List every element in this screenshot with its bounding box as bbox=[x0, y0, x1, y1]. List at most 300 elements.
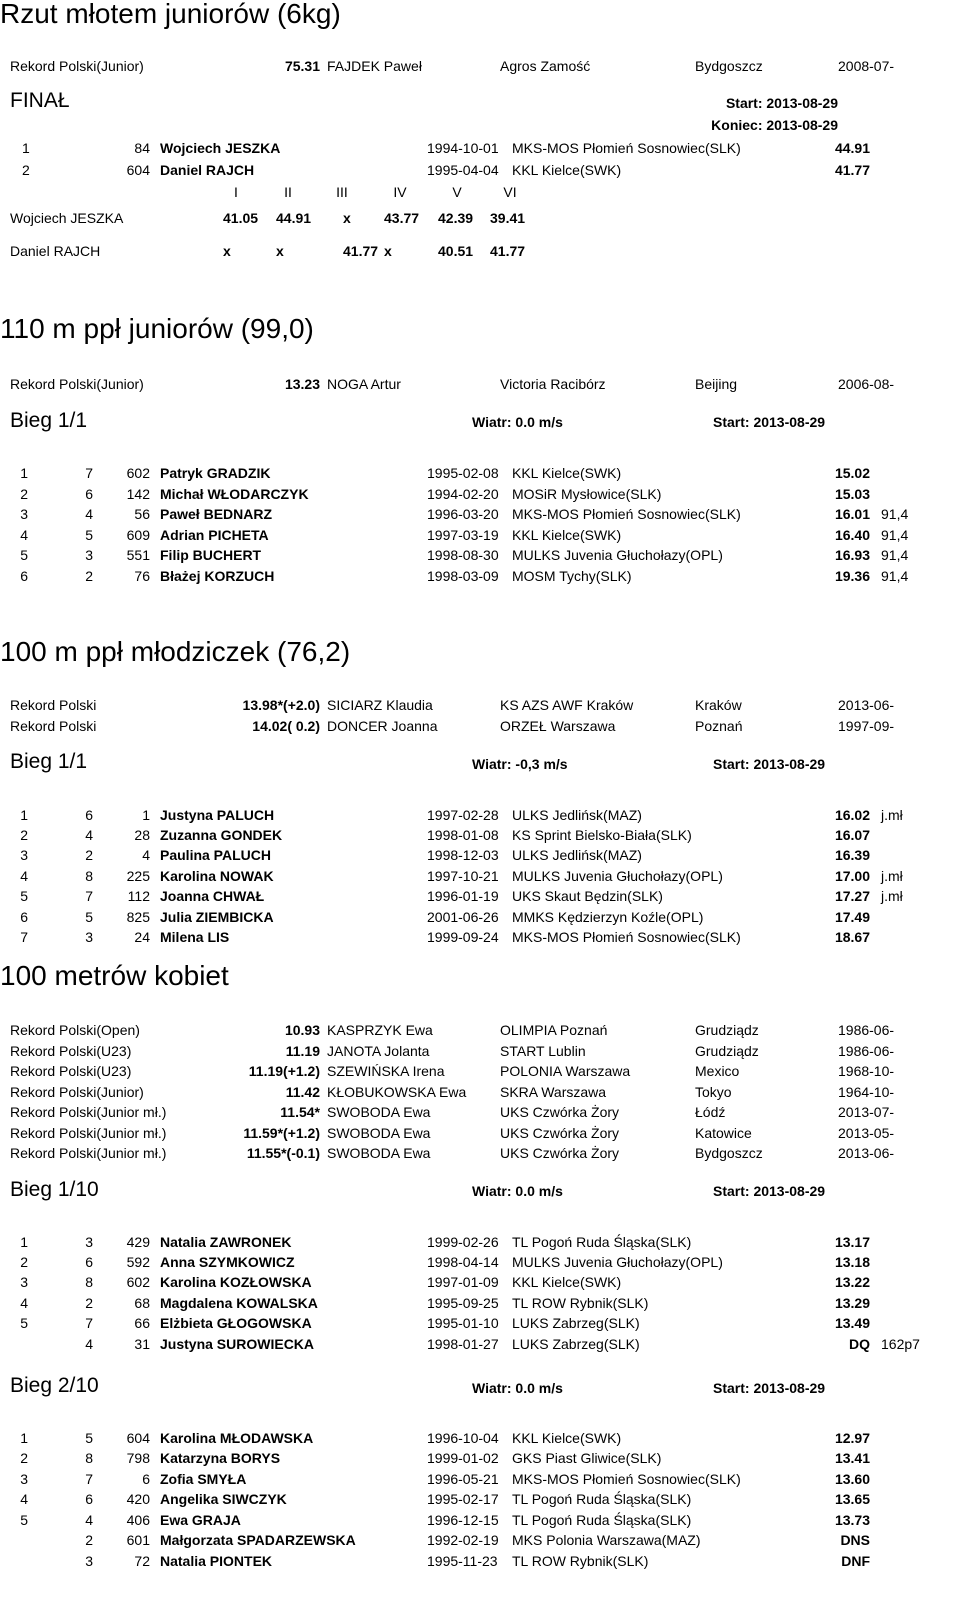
athlete-name: Patryk GRADZIK bbox=[160, 465, 271, 481]
bib-cell: 66 bbox=[134, 1315, 150, 1331]
record-place: Poznań bbox=[695, 718, 743, 734]
athlete-name: Karolina MŁODAWSKA bbox=[160, 1430, 314, 1446]
place-cell: 4 bbox=[20, 868, 28, 884]
athlete-name: Justyna SUROWIECKA bbox=[160, 1336, 315, 1352]
athlete-name: Błażej KORZUCH bbox=[160, 568, 275, 584]
final-label: FINAŁ bbox=[10, 89, 70, 112]
attempt-value: x bbox=[343, 210, 351, 226]
birth-date: 1995-02-08 bbox=[427, 465, 499, 481]
lane-cell: 8 bbox=[85, 1450, 93, 1466]
note-cell: j.mł bbox=[881, 868, 903, 884]
club-name: MKS-MOS Płomień Sosnowiec(SLK) bbox=[512, 929, 741, 945]
record-holder: FAJDEK Paweł bbox=[327, 58, 422, 74]
birth-date: 1996-05-21 bbox=[427, 1471, 499, 1487]
record-date: 1997-09- bbox=[838, 718, 895, 734]
club-name: MKS Polonia Warszawa(MAZ) bbox=[512, 1532, 701, 1548]
end-time: Koniec: 2013-08-29 bbox=[711, 117, 838, 133]
lane-cell: 4 bbox=[85, 506, 93, 522]
attempt-header: VI bbox=[503, 184, 517, 200]
club-name: MKS-MOS Płomień Sosnowiec(SLK) bbox=[512, 1471, 741, 1487]
birth-date: 1996-12-15 bbox=[427, 1512, 499, 1528]
bib-cell: 604 bbox=[126, 1430, 150, 1446]
birth-date: 1998-08-30 bbox=[427, 547, 499, 563]
place-cell: 2 bbox=[22, 162, 30, 178]
birth-date: 1995-11-23 bbox=[427, 1553, 498, 1569]
place-cell: 1 bbox=[20, 1430, 28, 1446]
note-cell: j.mł bbox=[881, 888, 903, 904]
record-label: Rekord Polski(Junior) bbox=[10, 1084, 144, 1100]
birth-date: 1999-01-02 bbox=[427, 1450, 499, 1466]
record-club: ORZEŁ Warszawa bbox=[500, 718, 616, 734]
birth-date: 1997-03-19 bbox=[427, 527, 499, 543]
record-date: 2013-06- bbox=[838, 697, 895, 713]
club-name: ULKS Jedlińsk(MAZ) bbox=[512, 847, 642, 863]
club-name: ULKS Jedlińsk(MAZ) bbox=[512, 807, 642, 823]
place-cell: 5 bbox=[20, 1512, 28, 1528]
lane-cell: 7 bbox=[85, 465, 93, 481]
record-result: 11.19 bbox=[285, 1043, 320, 1059]
lane-cell: 8 bbox=[85, 868, 93, 884]
bib-cell: 68 bbox=[134, 1295, 150, 1311]
record-club: KS AZS AWF Kraków bbox=[500, 697, 634, 713]
record-holder: SICIARZ Klaudia bbox=[327, 697, 433, 713]
lane-cell: 7 bbox=[85, 1471, 93, 1487]
record-label: Rekord Polski(U23) bbox=[10, 1043, 132, 1059]
club-name: KKL Kielce(SWK) bbox=[512, 1274, 622, 1290]
attempt-value: 41.77 bbox=[490, 243, 526, 259]
record-label: Rekord Polski bbox=[10, 697, 97, 713]
result-cell: 13.49 bbox=[834, 1315, 870, 1331]
bib-cell: 225 bbox=[126, 868, 150, 884]
result-cell: 13.22 bbox=[834, 1274, 870, 1290]
birth-date: 1992-02-19 bbox=[427, 1532, 499, 1548]
heat-label: Bieg 1/1 bbox=[10, 409, 88, 432]
athlete-name: Paweł BEDNARZ bbox=[160, 506, 273, 522]
record-place: Grudziądz bbox=[695, 1022, 759, 1038]
attempt-value: 44.91 bbox=[276, 210, 312, 226]
attempt-value: 42.39 bbox=[438, 210, 474, 226]
place-cell: 1 bbox=[20, 1234, 28, 1250]
section-title-hammer: Rzut młotem juniorów (6kg) bbox=[0, 0, 341, 29]
bib-cell: 76 bbox=[134, 568, 150, 584]
athlete-name: Katarzyna BORYS bbox=[160, 1450, 281, 1466]
attempt-header: III bbox=[336, 184, 348, 200]
wind-info: Wiatr: 0.0 m/s bbox=[472, 1380, 563, 1396]
start-time: Start: 2013-08-29 bbox=[725, 95, 838, 111]
bib-cell: 592 bbox=[126, 1254, 150, 1270]
place-cell: 1 bbox=[20, 807, 28, 823]
birth-date: 1998-01-27 bbox=[427, 1336, 499, 1352]
bib-cell: 429 bbox=[126, 1234, 150, 1250]
attempt-value: x bbox=[276, 243, 284, 259]
record-label: Rekord Polski(Junior) bbox=[10, 376, 144, 392]
athlete-name: Filip BUCHERT bbox=[160, 547, 262, 563]
attempt-value: 41.77 bbox=[343, 243, 379, 259]
result-cell: 13.41 bbox=[834, 1450, 870, 1466]
bib-cell: 31 bbox=[134, 1336, 150, 1352]
record-holder: NOGA Artur bbox=[327, 376, 401, 392]
birth-date: 1998-01-08 bbox=[427, 827, 499, 843]
athlete-name: Adrian PICHETA bbox=[160, 527, 269, 543]
record-result: 11.19(+1.2) bbox=[248, 1063, 320, 1079]
result-cell: 15.03 bbox=[834, 486, 870, 502]
birth-date: 1998-04-14 bbox=[427, 1254, 499, 1270]
lane-cell: 5 bbox=[85, 527, 93, 543]
result-cell: 17.00 bbox=[834, 868, 870, 884]
place-cell: 1 bbox=[22, 140, 30, 156]
lane-cell: 3 bbox=[85, 929, 93, 945]
record-place: Bydgoszcz bbox=[695, 1145, 763, 1161]
bib-cell: 28 bbox=[134, 827, 150, 843]
result-cell: 12.97 bbox=[834, 1430, 870, 1446]
bib-cell: 4 bbox=[142, 847, 150, 863]
result-cell: DNF bbox=[841, 1553, 870, 1569]
lane-cell: 2 bbox=[85, 1532, 93, 1548]
athlete-name: Michał WŁODARCZYK bbox=[160, 486, 309, 502]
club-name: MMKS Kędzierzyn Koźle(OPL) bbox=[512, 909, 704, 925]
record-club: OLIMPIA Poznań bbox=[500, 1022, 608, 1038]
section-title-110h: 110 m ppł juniorów (99,0) bbox=[0, 313, 314, 344]
record-result: 11.42 bbox=[285, 1084, 320, 1100]
bib-cell: 420 bbox=[126, 1491, 150, 1507]
record-place: Beijing bbox=[695, 376, 738, 392]
attempt-value: 40.51 bbox=[438, 243, 474, 259]
bib-cell: 602 bbox=[126, 1274, 150, 1290]
club-name: MULKS Juvenia Głuchołazy(OPL) bbox=[512, 547, 723, 563]
athlete-name: Karolina NOWAK bbox=[160, 868, 274, 884]
club-name: TL ROW Rybnik(SLK) bbox=[512, 1553, 649, 1569]
birth-date: 1999-02-26 bbox=[427, 1234, 499, 1250]
record-place: Mexico bbox=[695, 1063, 740, 1079]
bib-cell: 72 bbox=[134, 1553, 150, 1569]
bib-cell: 24 bbox=[134, 929, 150, 945]
birth-date: 1998-12-03 bbox=[427, 847, 499, 863]
bib-cell: 406 bbox=[126, 1512, 150, 1528]
birth-date: 1996-10-04 bbox=[427, 1430, 499, 1446]
record-date: 2013-07- bbox=[838, 1104, 895, 1120]
birth-date: 1995-04-04 bbox=[427, 162, 499, 178]
bib-cell: 602 bbox=[126, 465, 150, 481]
record-result: 75.31 bbox=[284, 58, 320, 74]
result-cell: 13.60 bbox=[834, 1471, 870, 1487]
record-place: Katowice bbox=[695, 1125, 752, 1141]
lane-cell: 3 bbox=[85, 1234, 93, 1250]
club-name: KKL Kielce(SWK) bbox=[512, 465, 622, 481]
attempt-header: II bbox=[284, 184, 292, 200]
result-cell: 44.91 bbox=[834, 140, 870, 156]
result-cell: 41.77 bbox=[834, 162, 870, 178]
place-cell: 5 bbox=[20, 547, 28, 563]
birth-date: 1995-01-10 bbox=[427, 1315, 499, 1331]
lane-cell: 3 bbox=[85, 1553, 93, 1569]
club-name: KS Sprint Bielsko-Biała(SLK) bbox=[512, 827, 692, 843]
place-cell: 2 bbox=[20, 827, 28, 843]
place-cell: 3 bbox=[20, 1471, 28, 1487]
record-date: 1968-10- bbox=[838, 1063, 895, 1079]
record-holder: JANOTA Jolanta bbox=[327, 1043, 430, 1059]
birth-date: 1996-03-20 bbox=[427, 506, 499, 522]
attempt-value: x bbox=[223, 243, 231, 259]
result-cell: DQ bbox=[849, 1336, 870, 1352]
athlete-name: Joanna CHWAŁ bbox=[160, 888, 265, 904]
record-place: Grudziądz bbox=[695, 1043, 759, 1059]
attempt-athlete: Wojciech JESZKA bbox=[10, 210, 124, 226]
result-cell: 17.27 bbox=[834, 888, 870, 904]
place-cell: 6 bbox=[20, 909, 28, 925]
club-name: MULKS Juvenia Głuchołazy(OPL) bbox=[512, 1254, 723, 1270]
note-cell: j.mł bbox=[881, 807, 903, 823]
record-place: Tokyo bbox=[695, 1084, 732, 1100]
birth-date: 1995-09-25 bbox=[427, 1295, 499, 1311]
athlete-name: Wojciech JESZKA bbox=[160, 140, 281, 156]
athlete-name: Elżbieta GŁOGOWSKA bbox=[160, 1315, 312, 1331]
bib-cell: 142 bbox=[126, 486, 150, 502]
note-cell: 91,4 bbox=[881, 506, 909, 522]
place-cell: 7 bbox=[20, 929, 28, 945]
bib-cell: 112 bbox=[127, 888, 150, 904]
athlete-name: Natalia ZAWRONEK bbox=[160, 1234, 292, 1250]
place-cell: 4 bbox=[20, 527, 28, 543]
bib-cell: 604 bbox=[126, 162, 150, 178]
club-name: MOSiR Mysłowice(SLK) bbox=[512, 486, 662, 502]
record-label: Rekord Polski bbox=[10, 718, 97, 734]
note-cell: 162p7 bbox=[881, 1336, 920, 1352]
birth-date: 1997-01-09 bbox=[427, 1274, 499, 1290]
record-club: Agros Zamość bbox=[500, 58, 591, 74]
place-cell: 1 bbox=[20, 465, 28, 481]
place-cell: 4 bbox=[20, 1295, 28, 1311]
lane-cell: 6 bbox=[85, 1491, 93, 1507]
heat-label: Bieg 1/10 bbox=[10, 1178, 99, 1201]
record-label: Rekord Polski(Junior) bbox=[10, 58, 144, 74]
club-name: MULKS Juvenia Głuchołazy(OPL) bbox=[512, 868, 723, 884]
birth-date: 1997-02-28 bbox=[427, 807, 499, 823]
record-holder: SWOBODA Ewa bbox=[327, 1104, 431, 1120]
club-name: MKS-MOS Płomień Sosnowiec(SLK) bbox=[512, 140, 741, 156]
birth-date: 1998-03-09 bbox=[427, 568, 499, 584]
club-name: GKS Piast Gliwice(SLK) bbox=[512, 1450, 662, 1466]
place-cell: 5 bbox=[20, 1315, 28, 1331]
heat-label: Bieg 2/10 bbox=[10, 1374, 99, 1397]
athlete-name: Milena LIS bbox=[160, 929, 230, 945]
lane-cell: 6 bbox=[85, 486, 93, 502]
attempt-value: 43.77 bbox=[384, 210, 420, 226]
lane-cell: 6 bbox=[85, 807, 93, 823]
record-result: 13.23 bbox=[284, 376, 320, 392]
record-label: Rekord Polski(Open) bbox=[10, 1022, 140, 1038]
place-cell: 4 bbox=[20, 1491, 28, 1507]
lane-cell: 8 bbox=[85, 1274, 93, 1290]
start-time: Start: 2013-08-29 bbox=[713, 1380, 826, 1396]
result-cell: 13.18 bbox=[834, 1254, 870, 1270]
start-time: Start: 2013-08-29 bbox=[713, 756, 826, 772]
lane-cell: 4 bbox=[85, 827, 93, 843]
birth-date: 1997-10-21 bbox=[427, 868, 499, 884]
club-name: TL Pogoń Ruda Śląska(SLK) bbox=[512, 1234, 692, 1250]
bib-cell: 6 bbox=[142, 1471, 150, 1487]
wind-info: Wiatr: -0,3 m/s bbox=[472, 756, 568, 772]
record-club: Victoria Racibórz bbox=[500, 376, 606, 392]
record-label: Rekord Polski(Junior mł.) bbox=[10, 1104, 167, 1120]
lane-cell: 5 bbox=[85, 1430, 93, 1446]
record-holder: KŁOBUKOWSKA Ewa bbox=[327, 1084, 467, 1100]
result-cell: 18.67 bbox=[834, 929, 870, 945]
record-holder: SWOBODA Ewa bbox=[327, 1125, 431, 1141]
bib-cell: 551 bbox=[126, 547, 150, 563]
athlete-name: Paulina PALUCH bbox=[160, 847, 271, 863]
record-holder: DONCER Joanna bbox=[327, 718, 438, 734]
attempt-value: 39.41 bbox=[490, 210, 526, 226]
record-holder: SWOBODA Ewa bbox=[327, 1145, 431, 1161]
result-cell: 13.65 bbox=[834, 1491, 870, 1507]
lane-cell: 5 bbox=[85, 909, 93, 925]
athlete-name: Karolina KOZŁOWSKA bbox=[160, 1274, 312, 1290]
result-cell: 16.40 bbox=[834, 527, 870, 543]
club-name: TL Pogoń Ruda Śląska(SLK) bbox=[512, 1512, 692, 1528]
club-name: LUKS Zabrzeg(SLK) bbox=[512, 1336, 640, 1352]
bib-cell: 798 bbox=[126, 1450, 150, 1466]
birth-date: 1994-10-01 bbox=[427, 140, 499, 156]
record-club: SKRA Warszawa bbox=[500, 1084, 607, 1100]
club-name: KKL Kielce(SWK) bbox=[512, 162, 622, 178]
lane-cell: 2 bbox=[85, 847, 93, 863]
record-date: 2013-06- bbox=[838, 1145, 895, 1161]
club-name: UKS Skaut Będzin(SLK) bbox=[512, 888, 663, 904]
start-time: Start: 2013-08-29 bbox=[713, 414, 826, 430]
athlete-name: Magdalena KOWALSKA bbox=[160, 1295, 318, 1311]
record-club: START Lublin bbox=[500, 1043, 586, 1059]
record-date: 1986-06- bbox=[838, 1022, 895, 1038]
record-result: 11.59*(+1.2) bbox=[243, 1125, 320, 1141]
birth-date: 1999-09-24 bbox=[427, 929, 499, 945]
lane-cell: 4 bbox=[85, 1512, 93, 1528]
result-cell: 13.29 bbox=[834, 1295, 870, 1311]
athlete-name: Zuzanna GONDEK bbox=[160, 827, 283, 843]
place-cell: 2 bbox=[20, 1254, 28, 1270]
club-name: MKS-MOS Płomień Sosnowiec(SLK) bbox=[512, 506, 741, 522]
place-cell: 3 bbox=[20, 847, 28, 863]
note-cell: 91,4 bbox=[881, 547, 909, 563]
athlete-name: Angelika SIWCZYK bbox=[160, 1491, 287, 1507]
record-place: Kraków bbox=[695, 697, 742, 713]
record-result: 13.98*(+2.0) bbox=[242, 697, 320, 713]
result-cell: DNS bbox=[840, 1532, 870, 1548]
record-label: Rekord Polski(U23) bbox=[10, 1063, 132, 1079]
result-cell: 13.17 bbox=[834, 1234, 870, 1250]
attempt-value: x bbox=[384, 243, 392, 259]
athlete-name: Małgorzata SPADARZEWSKA bbox=[160, 1532, 356, 1548]
record-club: POLONIA Warszawa bbox=[500, 1063, 631, 1079]
club-name: KKL Kielce(SWK) bbox=[512, 1430, 622, 1446]
lane-cell: 4 bbox=[85, 1336, 93, 1352]
record-result: 14.02( 0.2) bbox=[252, 718, 320, 734]
result-cell: 16.02 bbox=[834, 807, 870, 823]
birth-date: 1994-02-20 bbox=[427, 486, 499, 502]
athlete-name: Julia ZIEMBICKA bbox=[160, 909, 274, 925]
birth-date: 1996-01-19 bbox=[427, 888, 499, 904]
birth-date: 2001-06-26 bbox=[427, 909, 499, 925]
start-time: Start: 2013-08-29 bbox=[713, 1183, 826, 1199]
club-name: LUKS Zabrzeg(SLK) bbox=[512, 1315, 640, 1331]
lane-cell: 3 bbox=[85, 547, 93, 563]
result-cell: 19.36 bbox=[834, 568, 870, 584]
record-result: 11.54* bbox=[280, 1104, 320, 1120]
record-date: 2006-08- bbox=[838, 376, 895, 392]
record-club: UKS Czwórka Żory bbox=[500, 1145, 620, 1161]
place-cell: 2 bbox=[20, 1450, 28, 1466]
note-cell: 91,4 bbox=[881, 527, 909, 543]
athlete-name: Natalia PIONTEK bbox=[160, 1553, 273, 1569]
place-cell: 2 bbox=[20, 486, 28, 502]
club-name: TL Pogoń Ruda Śląska(SLK) bbox=[512, 1491, 692, 1507]
bib-cell: 609 bbox=[126, 527, 150, 543]
athlete-name: Ewa GRAJA bbox=[160, 1512, 241, 1528]
place-cell: 6 bbox=[20, 568, 28, 584]
result-cell: 15.02 bbox=[834, 465, 870, 481]
result-cell: 16.93 bbox=[834, 547, 870, 563]
bib-cell: 84 bbox=[134, 140, 150, 156]
result-cell: 13.73 bbox=[834, 1512, 870, 1528]
wind-info: Wiatr: 0.0 m/s bbox=[472, 1183, 563, 1199]
result-cell: 16.01 bbox=[834, 506, 870, 522]
athlete-name: Anna SZYMKOWICZ bbox=[160, 1254, 295, 1270]
record-holder: KASPRZYK Ewa bbox=[327, 1022, 433, 1038]
heat-label: Bieg 1/1 bbox=[10, 750, 88, 773]
record-date: 1986-06- bbox=[838, 1043, 895, 1059]
attempt-header: I bbox=[234, 184, 238, 200]
section-title-100m: 100 metrów kobiet bbox=[0, 960, 229, 991]
record-label: Rekord Polski(Junior mł.) bbox=[10, 1125, 167, 1141]
birth-date: 1995-02-17 bbox=[427, 1491, 499, 1507]
record-result: 10.93 bbox=[284, 1022, 320, 1038]
bib-cell: 825 bbox=[126, 909, 150, 925]
lane-cell: 6 bbox=[85, 1254, 93, 1270]
result-cell: 16.39 bbox=[834, 847, 870, 863]
bib-cell: 56 bbox=[134, 506, 150, 522]
athlete-name: Daniel RAJCH bbox=[160, 162, 255, 178]
result-cell: 17.49 bbox=[834, 909, 870, 925]
attempt-header: V bbox=[452, 184, 462, 200]
place-cell: 3 bbox=[20, 1274, 28, 1290]
athlete-name: Zofia SMYŁA bbox=[160, 1471, 247, 1487]
place-cell: 3 bbox=[20, 506, 28, 522]
club-name: MOSM Tychy(SLK) bbox=[512, 568, 632, 584]
record-date: 2013-05- bbox=[838, 1125, 895, 1141]
athlete-name: Justyna PALUCH bbox=[160, 807, 275, 823]
record-label: Rekord Polski(Junior mł.) bbox=[10, 1145, 167, 1161]
wind-info: Wiatr: 0.0 m/s bbox=[472, 414, 563, 430]
lane-cell: 2 bbox=[85, 568, 93, 584]
attempt-athlete: Daniel RAJCH bbox=[10, 243, 101, 259]
bib-cell: 1 bbox=[142, 807, 150, 823]
attempt-header: IV bbox=[393, 184, 407, 200]
lane-cell: 2 bbox=[85, 1295, 93, 1311]
record-club: UKS Czwórka Żory bbox=[500, 1125, 620, 1141]
section-title-100h: 100 m ppł młodziczek (76,2) bbox=[0, 636, 351, 667]
record-result: 11.55*(-0.1) bbox=[246, 1145, 320, 1161]
record-date: 2008-07- bbox=[838, 58, 895, 74]
lane-cell: 7 bbox=[85, 1315, 93, 1331]
club-name: KKL Kielce(SWK) bbox=[512, 527, 622, 543]
record-date: 1964-10- bbox=[838, 1084, 895, 1100]
record-place: Łódź bbox=[695, 1104, 726, 1120]
note-cell: 91,4 bbox=[881, 568, 909, 584]
bib-cell: 601 bbox=[126, 1532, 150, 1548]
club-name: TL ROW Rybnik(SLK) bbox=[512, 1295, 649, 1311]
record-club: UKS Czwórka Żory bbox=[500, 1104, 620, 1120]
record-place: Bydgoszcz bbox=[695, 58, 763, 74]
lane-cell: 7 bbox=[85, 888, 93, 904]
